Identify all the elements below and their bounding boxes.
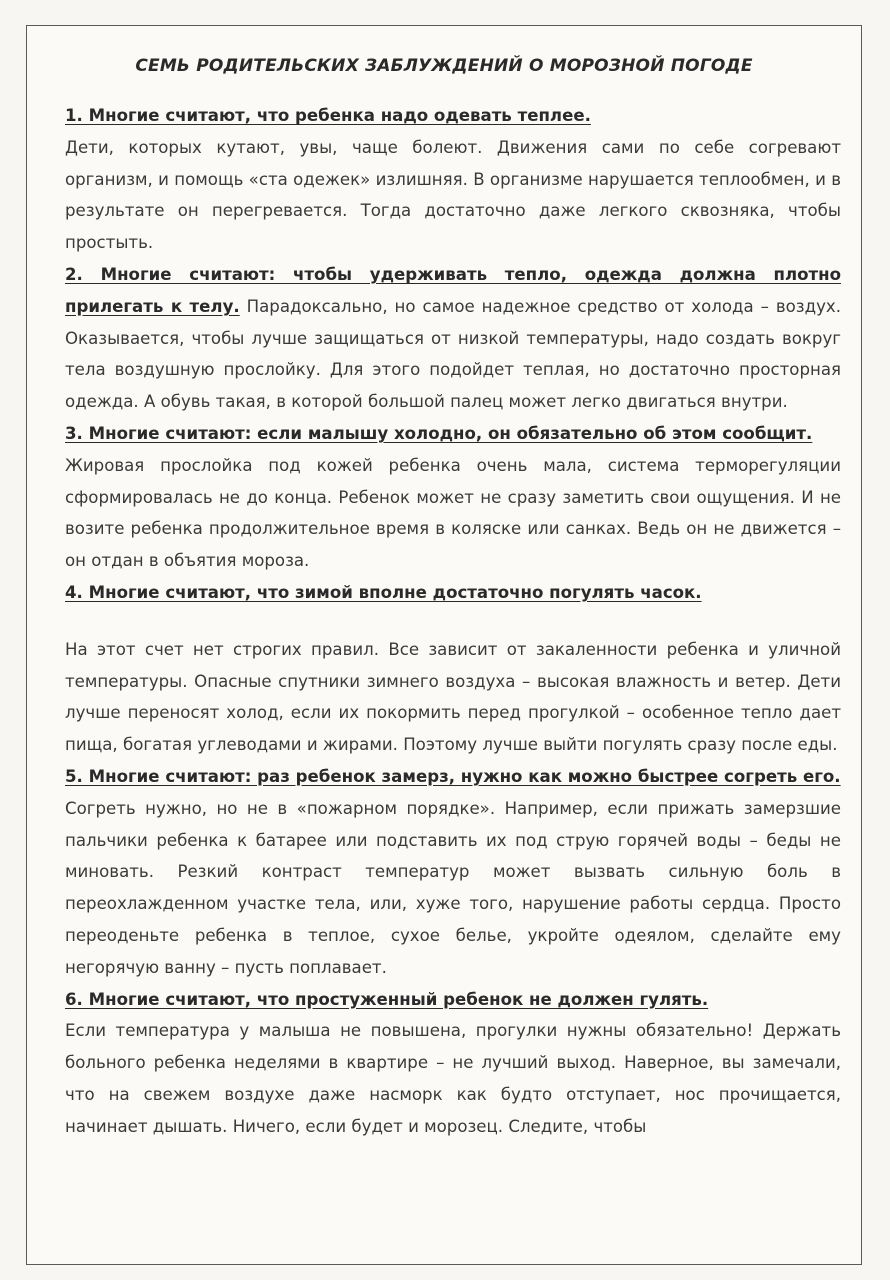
- section-heading: 3. Многие считают: если малышу холодно, он обязательно об этом сообщит.: [65, 423, 813, 443]
- section-text: На этот счет нет строгих правил. Все зависит от закаленности ребенка и уличной температуры. Опасные спутники зимнего воздуха – высокая влажность и ветер. Дети лучше переносят холод, если их покормить перед прогулкой – особенное тепло дает пища, богатая углеводами и жирами. Поэтому лучше выйти погулять сразу после еды.: [65, 639, 841, 755]
- section-heading: 2. Многие считают: чтобы удерживать тепло, одежда должна плотно прилегать к телу.: [65, 264, 841, 316]
- section-2: [65, 259, 841, 418]
- section-text: Жировая прослойка под кожей ребенка очень мала, система терморегуляции сформировалась не до конца. Ребенок может не сразу заметить свои ощущения. И не возите ребенка продолжительное время в коляске или санках. Ведь он не движется – он отдан в объятия мороза.: [65, 455, 841, 571]
- blank-line: [65, 609, 841, 634]
- section-heading: 4. Многие считают, что зимой вполне достаточно погулять часок.: [65, 582, 702, 602]
- section-5: [65, 761, 841, 984]
- section-heading: 1. Многие считают, что ребенка надо одевать теплее.: [65, 106, 591, 125]
- section-text: Дети, которых кутают, увы, чаще болеют. Движения сами по себе согревают организм, и помощь «ста одежек» излишняя. В организме нарушается теплообмен, и в результате он перегревается. Тогда достаточно даже легкого сквозняка, чтобы простыть.: [65, 137, 841, 253]
- document-page: [26, 25, 862, 1265]
- section-3: [65, 418, 841, 577]
- section-text-with-heading: [65, 259, 841, 418]
- document-body: [65, 100, 841, 1143]
- document-title: СЕМЬ РОДИТЕЛЬСКИХ ЗАБЛУЖДЕНИЙ О МОРОЗНОЙ ПОГОДЕ: [135, 56, 753, 76]
- section-6: [65, 984, 841, 1143]
- section-heading: 5. Многие считают: раз ребенок замерз, нужно как можно быстрее согреть его.: [65, 766, 841, 786]
- section-1: [65, 100, 841, 259]
- section-text: Парадоксально, но самое надежное средство от холода – воздух. Оказывается, чтобы лучше защищаться от низкой температуры, надо создать вокруг тела воздушную прослойку. Для этого подойдет теплая, но достаточно просторная одежда. А обувь такая, в которой большой палец может легко двигаться внутри.: [65, 296, 841, 412]
- section-4: [65, 577, 841, 761]
- section-text: Если температура у малыша не повышена, прогулки нужны обязательно! Держать больного ребенка неделями в квартире – не лучший выход. Наверное, вы замечали, что на свежем воздухе даже насморк как будто отступает, нос прочищается, начинает дышать. Ничего, если будет и морозец. Следите, чтобы: [65, 1021, 841, 1136]
- section-text: Согреть нужно, но не в «пожарном порядке». Например, если прижать замерзшие пальчики ребенка к батарее или подставить их под струю горячей воды – беды не миновать. Резкий контраст температур может вызвать сильную боль в переохлажденном участке тела, или, хуже того, нарушение работы сердца. Просто переоденьте ребенка в теплое, сухое белье, укройте одеялом, сделайте ему негорячую ванну – пусть поплавает.: [65, 798, 841, 977]
- section-heading: 6. Многие считают, что простуженный ребенок не должен гулять.: [65, 989, 709, 1009]
